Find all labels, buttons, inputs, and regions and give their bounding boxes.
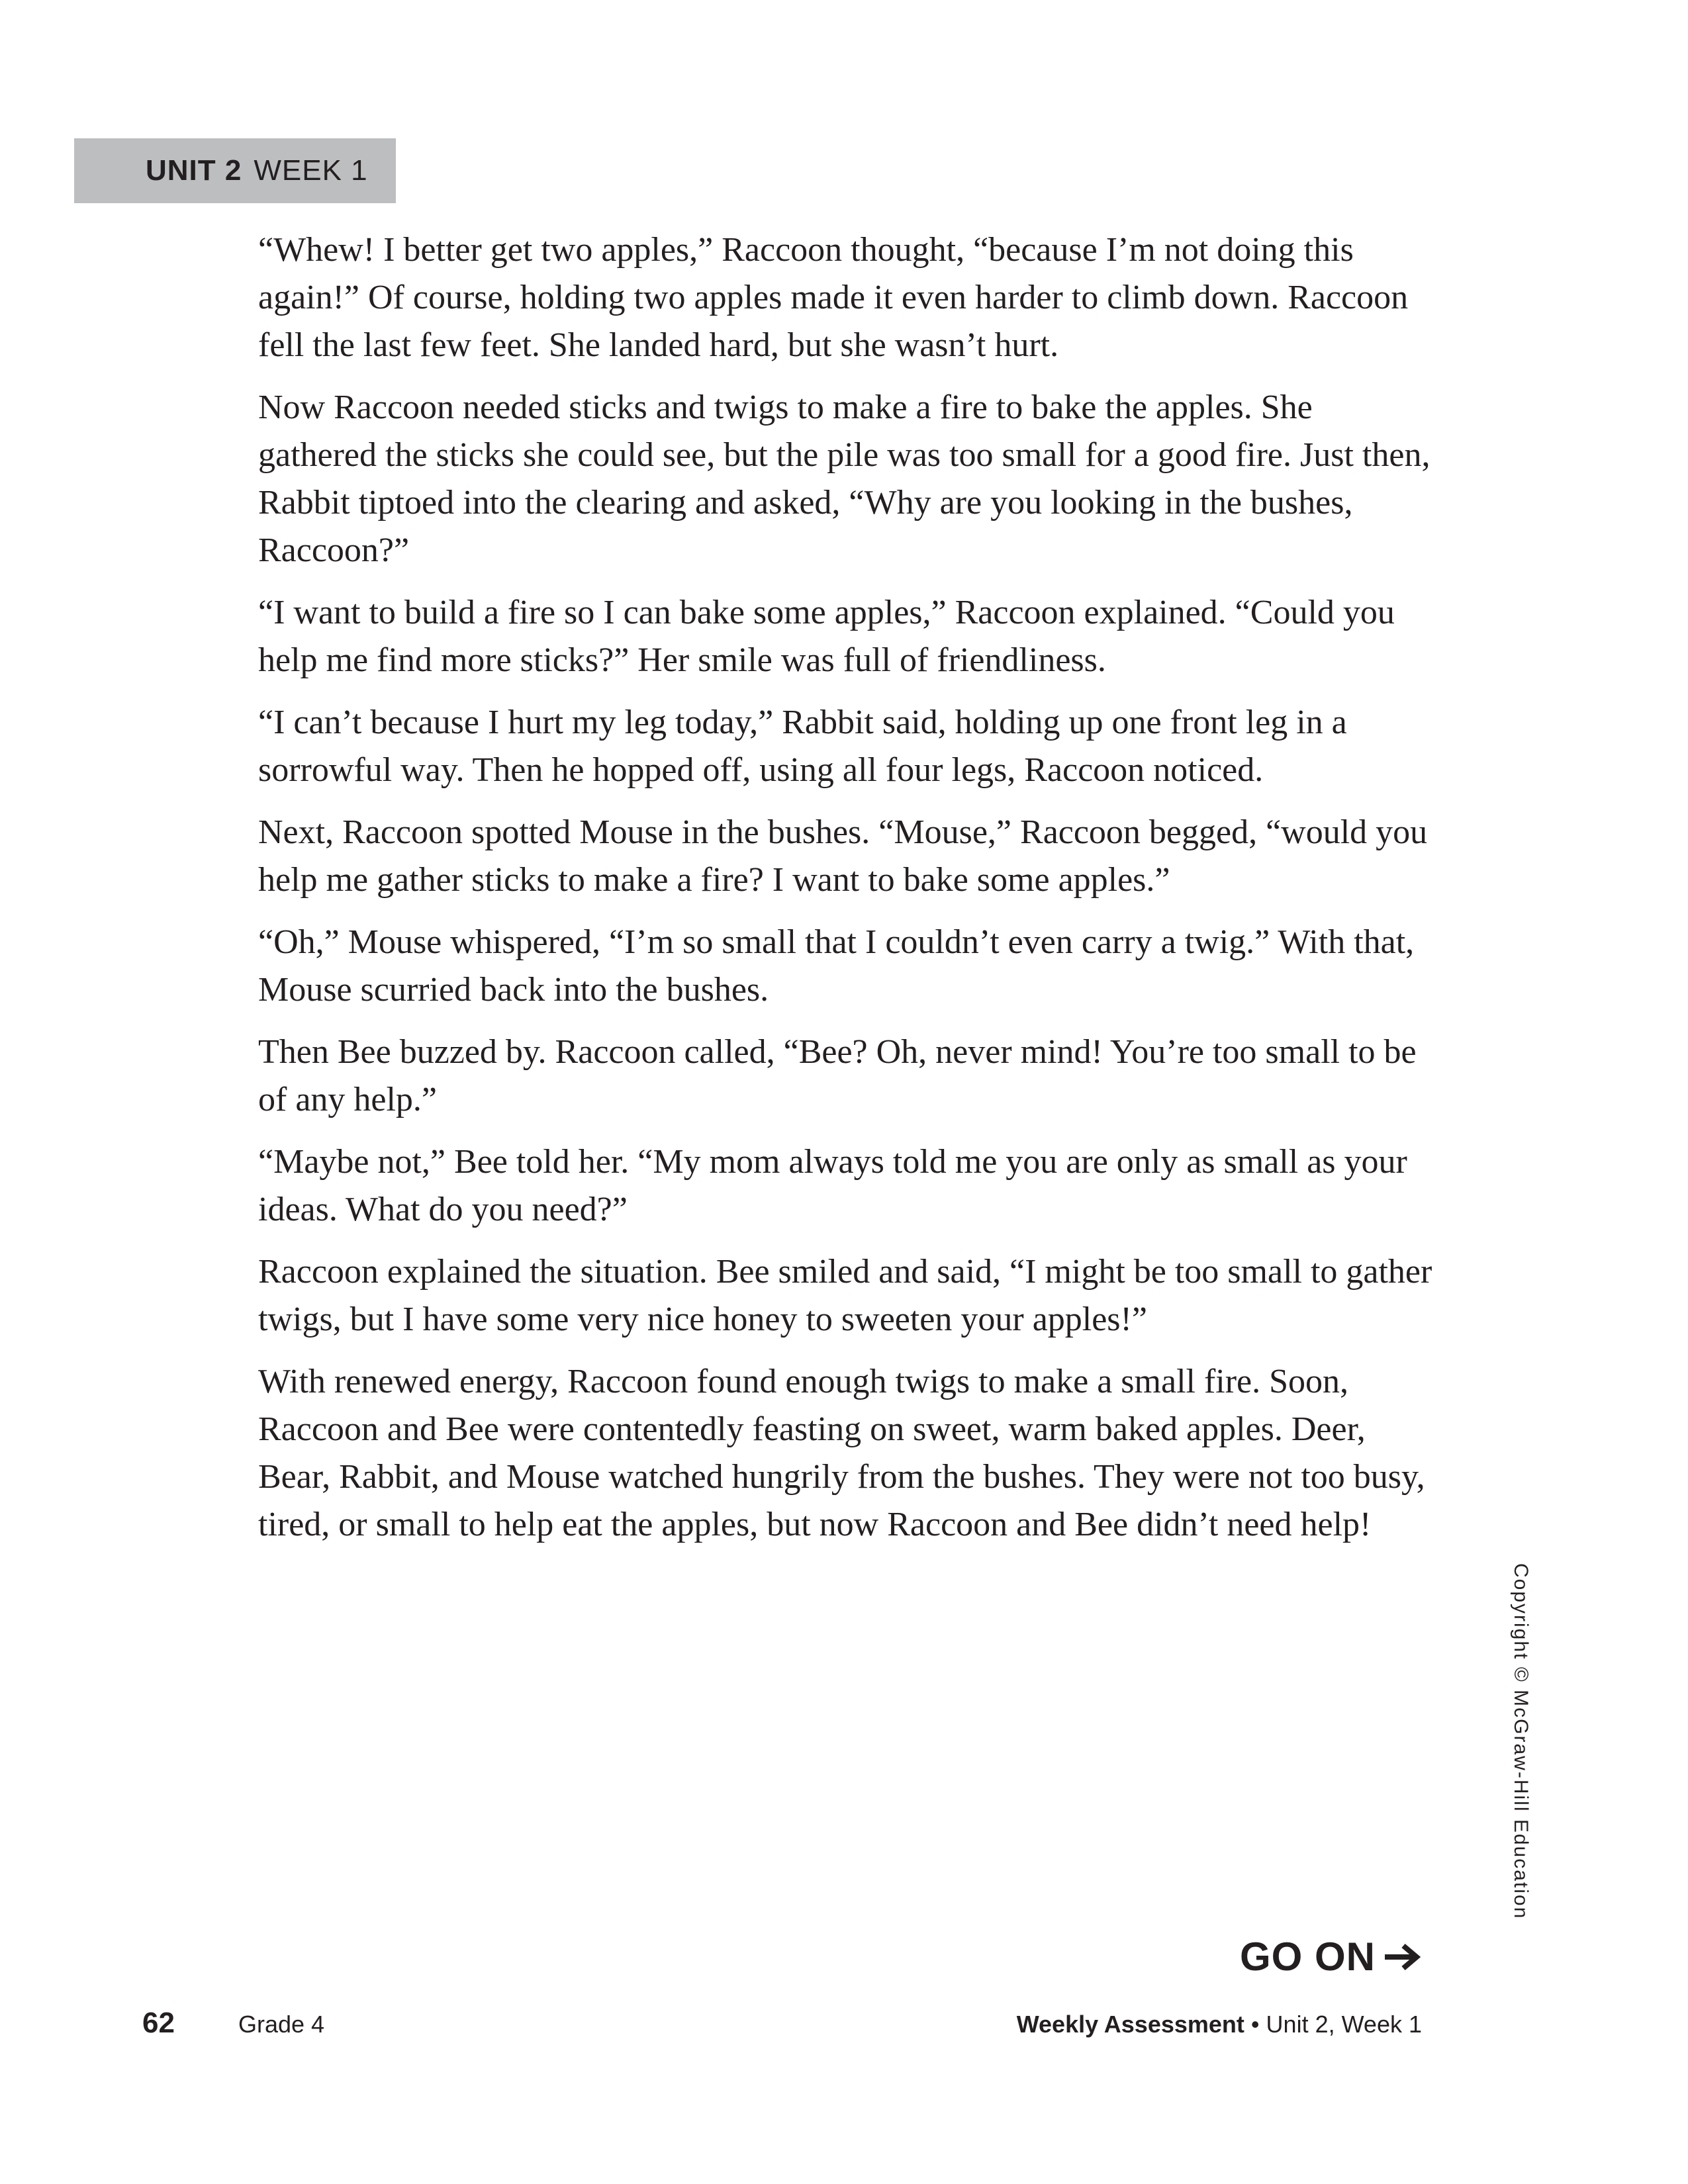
unit-label: UNIT 2 — [146, 154, 242, 187]
go-on-indicator — [1240, 1934, 1422, 1979]
go-on-label: GO ON — [1239, 1934, 1376, 1979]
story-passage — [258, 226, 1436, 1563]
copyright-notice: Copyright © McGraw-Hill Education — [1510, 1563, 1532, 1920]
unit-week-tab — [74, 138, 396, 203]
assessment-label — [1017, 2011, 1422, 2038]
grade-label: Grade 4 — [238, 2011, 325, 2038]
passage-paragraph: Raccoon explained the situation. Bee smiled and said, “I might be too small to gather twigs, but I have some very nice honey to sweeten your apples!” — [258, 1253, 1432, 1338]
arrow-right-icon — [1385, 1942, 1422, 1972]
assessment-unit: Unit 2, Week 1 — [1266, 2011, 1422, 2038]
week-label: WEEK 1 — [254, 154, 368, 187]
passage-paragraph: Now Raccoon needed sticks and twigs to make a fire to bake the apples. She gathered the sticks she could see, but the pile was too small for a good fire. Just then, Rabbit tiptoed into the clearing and asked, “Why are you looking in the bushes, Raccoon?” — [258, 388, 1430, 569]
passage-paragraph: Then Bee buzzed by. Raccoon called, “Bee? Oh, never mind! You’re too small to be of any help.” — [258, 1033, 1417, 1118]
passage-paragraph: “Maybe not,” Bee told her. “My mom always told me you are only as small as your ideas. What do you need?” — [258, 1143, 1407, 1228]
page-number: 62 — [142, 2007, 175, 2039]
footer-separator: • — [1250, 2011, 1260, 2038]
passage-paragraph: “Whew! I better get two apples,” Raccoon thought, “because I’m not doing this again!” Of course, holding two apples made it even harder to climb down. Raccoon fell the last few feet. She landed hard, but she wasn’t hurt. — [258, 231, 1409, 364]
passage-paragraph: With renewed energy, Raccoon found enough twigs to make a small fire. Soon, Raccoon and Bee were contentedly feasting on sweet, warm baked apples. Deer, Bear, Rabbit, and Mouse watched hungrily from the bushes. They were not too busy, tired, or small to help eat the apples, but now Raccoon and Bee didn’t need help! — [258, 1363, 1425, 1543]
passage-paragraph: “Oh,” Mouse whispered, “I’m so small that I couldn’t even carry a twig.” With that, Mouse scurried back into the bushes. — [258, 923, 1415, 1009]
passage-paragraph: “I can’t because I hurt my leg today,” Rabbit said, holding up one front leg in a sorrowful way. Then he hopped off, using all four legs, Raccoon noticed. — [258, 704, 1347, 789]
assessment-title: Weekly Assessment — [1016, 2011, 1244, 2038]
passage-paragraph: “I want to build a fire so I can bake some apples,” Raccoon explained. “Could you help me find more sticks?” Her smile was full of friendliness. — [258, 594, 1395, 679]
passage-paragraph: Next, Raccoon spotted Mouse in the bushes. “Mouse,” Raccoon begged, “would you help me gather sticks to make a fire? I want to bake some apples.” — [258, 813, 1428, 899]
